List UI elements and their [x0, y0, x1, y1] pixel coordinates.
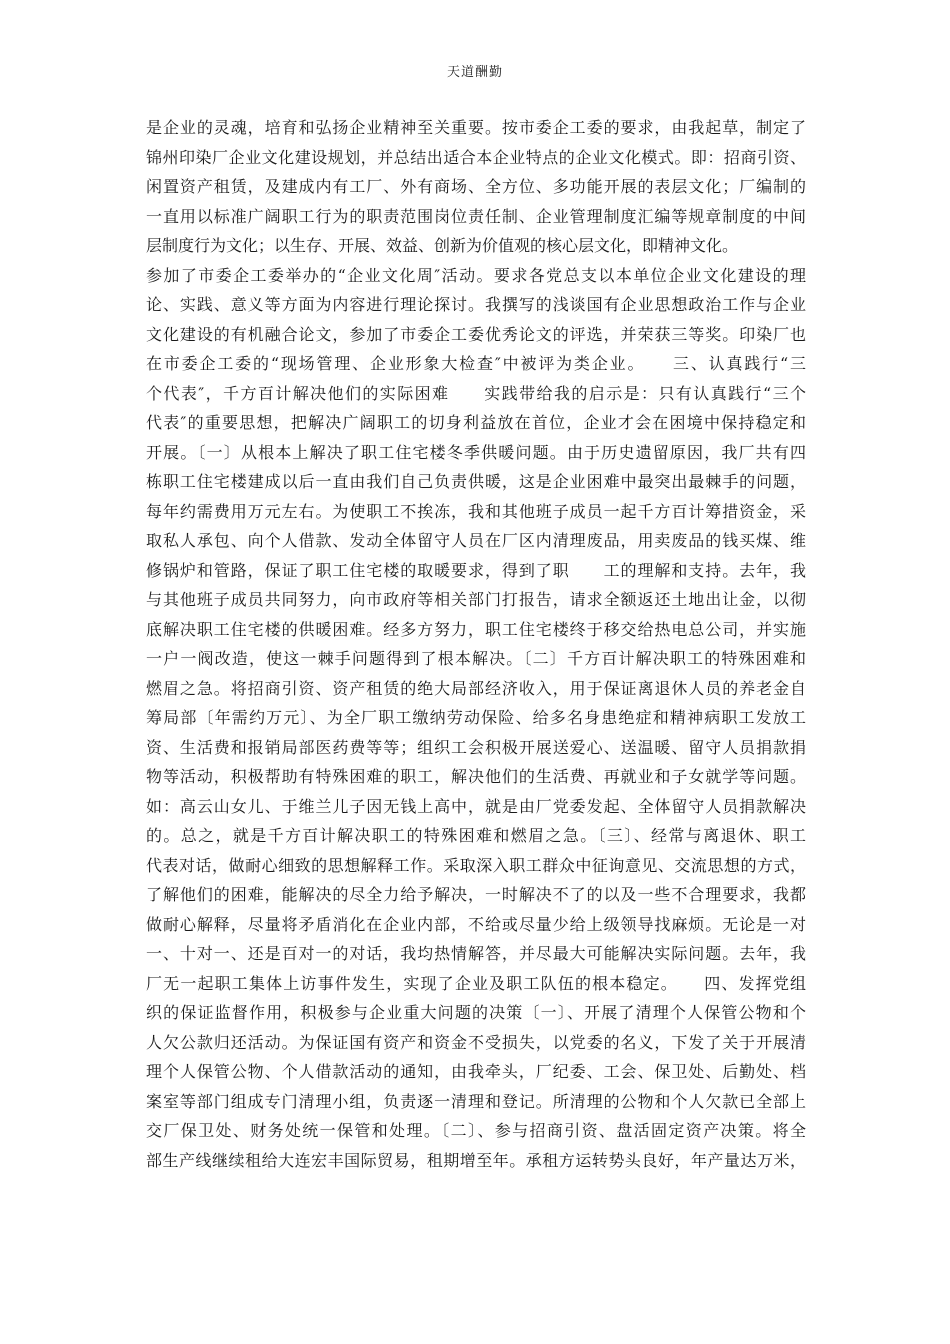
text-line: 了解他们的困难，能解决的尽全力给予解决，一时解决不了的以及一些不合理要求，我都 — [146, 885, 806, 904]
text-line: 案室等部门组成专门清理小组，负责逐一清理和登记。所清理的公物和个人欠款已全部上 — [146, 1091, 806, 1111]
text-line: 做耐心解释，尽量将矛盾消化在企业内部，不给或尽量少给上级领导找麻烦。无论是一对 — [146, 914, 806, 934]
document-body — [146, 113, 806, 1175]
text-line: 理个人保管公物、个人借款活动的通知，由我牵头，厂纪委、工会、保卫处、后勤处、档 — [146, 1062, 806, 1081]
text-line: 参加了市委企工委举办的“企业文化周″活动。要求各党总支以本单位企业文化建设的理 — [146, 265, 806, 285]
text-line: 取私人承包、向个人借款、发动全体留守人员在厂区内清理废品，用卖废品的钱买煤、维 — [146, 531, 806, 550]
text-line: 代表对话，做耐心细致的思想解释工作。采取深入职工群众中征询意见、交流思想的方式， — [146, 855, 806, 875]
text-line: 燃眉之急。将招商引资、资产租赁的绝大局部经济收入，用于保证离退休人员的养老金自 — [146, 678, 806, 698]
text-line: 个代表″，千方百计解决他们的实际困难 实践带给我的启示是：只有认真践行“三个 — [146, 383, 806, 403]
text-line: 在市委企工委的“现场管理、企业形象大检查″中被评为类企业。 三、认真践行“三 — [146, 354, 806, 373]
text-line: 闲置资产租赁，及建成内有工厂、外有商场、全方位、多功能开展的表层文化；厂编制的 — [146, 177, 806, 196]
text-line: 物等活动，积极帮助有特殊困难的职工，解决他们的生活费、再就业和子女就学等问题。 — [146, 767, 806, 786]
text-line: 一、十对一、还是百对一的对话，我均热情解答，并尽最大可能解决实际问题。去年，我 — [146, 944, 806, 963]
text-line: 一户一阀改造，使这一棘手问题得到了根本解决。〔二〕千方百计解决职工的特殊困难和 — [146, 649, 806, 668]
text-line: 交厂保卫处、财务处统一保管和处理。〔二〕、参与招商引资、盘活固定资产决策。将全 — [146, 1121, 806, 1140]
text-line: 文化建设的有机融合论文，参加了市委企工委优秀论文的评选，并荣获三等奖。印染厂也 — [146, 324, 806, 344]
text-line: 部生产线继续租给大连宏丰国际贸易，租期增至年。承租方运转势头良好，年产量达万米， — [146, 1150, 806, 1170]
text-line: 论、实践、意义等方面为内容进行理论探讨。我撰写的浅谈国有企业思想政治工作与企业 — [146, 295, 806, 314]
text-line: 修锅炉和管路，保证了职工住宅楼的取暖要求，得到了职 工的理解和支持。去年，我 — [146, 560, 806, 580]
page-header: 天道酬勤 — [446, 65, 503, 80]
text-line: 资、生活费和报销局部医药费等等；组织工会积极开展送爱心、送温暖、留守人员捐款捐 — [146, 737, 806, 757]
text-line: 栋职工住宅楼建成以后一直由我们自己负责供暖，这是企业困难中最突出最棘手的问题， — [146, 472, 806, 491]
text-line: 织的保证监督作用，积极参与企业重大问题的决策〔一〕、开展了清理个人保管公物和个 — [146, 1003, 806, 1022]
text-line: 厂无一起职工集体上访事件发生，实现了企业及职工队伍的根本稳定。 四、发挥党组 — [146, 973, 806, 993]
text-line: 开展。〔一〕从根本上解决了职工住宅楼冬季供暖问题。由于历史遗留原因，我厂共有四 — [146, 442, 806, 462]
text-line: 筹局部〔年需约万元〕、为全厂职工缴纳劳动保险、给多名身患绝症和精神病职工发放工 — [146, 708, 806, 727]
text-line: 是企业的灵魂，培育和弘扬企业精神至关重要。按市委企工委的要求，由我起草，制定了 — [146, 118, 806, 137]
text-line: 与其他班子成员共同努力，向市政府等相关部门打报告，请求全额返还土地出让金，以彻 — [146, 590, 806, 609]
text-line: 每年约需费用万元左右。为使职工不挨冻，我和其他班子成员一起千方百计筹措资金，采 — [146, 501, 806, 521]
text-line: 一直用以标准广阔职工行为的职责范围岗位责任制、企业管理制度汇编等规章制度的中间 — [146, 206, 806, 226]
text-line: 如：高云山女儿、于维兰儿子因无钱上高中，就是由厂党委发起、全体留守人员捐款解决 — [146, 796, 806, 816]
text-line: 人欠公款归还活动。为保证国有资产和资金不受损失，以党委的名义，下发了关于开展清 — [146, 1032, 806, 1052]
text-line: 层制度行为文化；以生存、开展、效益、创新为价值观的核心层文化，即精神文化。 — [146, 236, 739, 255]
text-line: 锦州印染厂企业文化建设规划，并总结出适合本企业特点的企业文化模式。即：招商引资、 — [146, 147, 806, 167]
text-line: 代表″的重要思想，把解决广阔职工的切身利益放在首位，企业才会在困境中保持稳定和 — [146, 413, 806, 432]
text-line: 底解决职工住宅楼的供暖困难。经多方努力，职工住宅楼终于移交给热电总公司，并实施 — [146, 619, 806, 639]
text-line: 的。总之，就是千方百计解决职工的特殊困难和燃眉之急。〔三〕、经常与离退休、职工 — [146, 826, 806, 845]
